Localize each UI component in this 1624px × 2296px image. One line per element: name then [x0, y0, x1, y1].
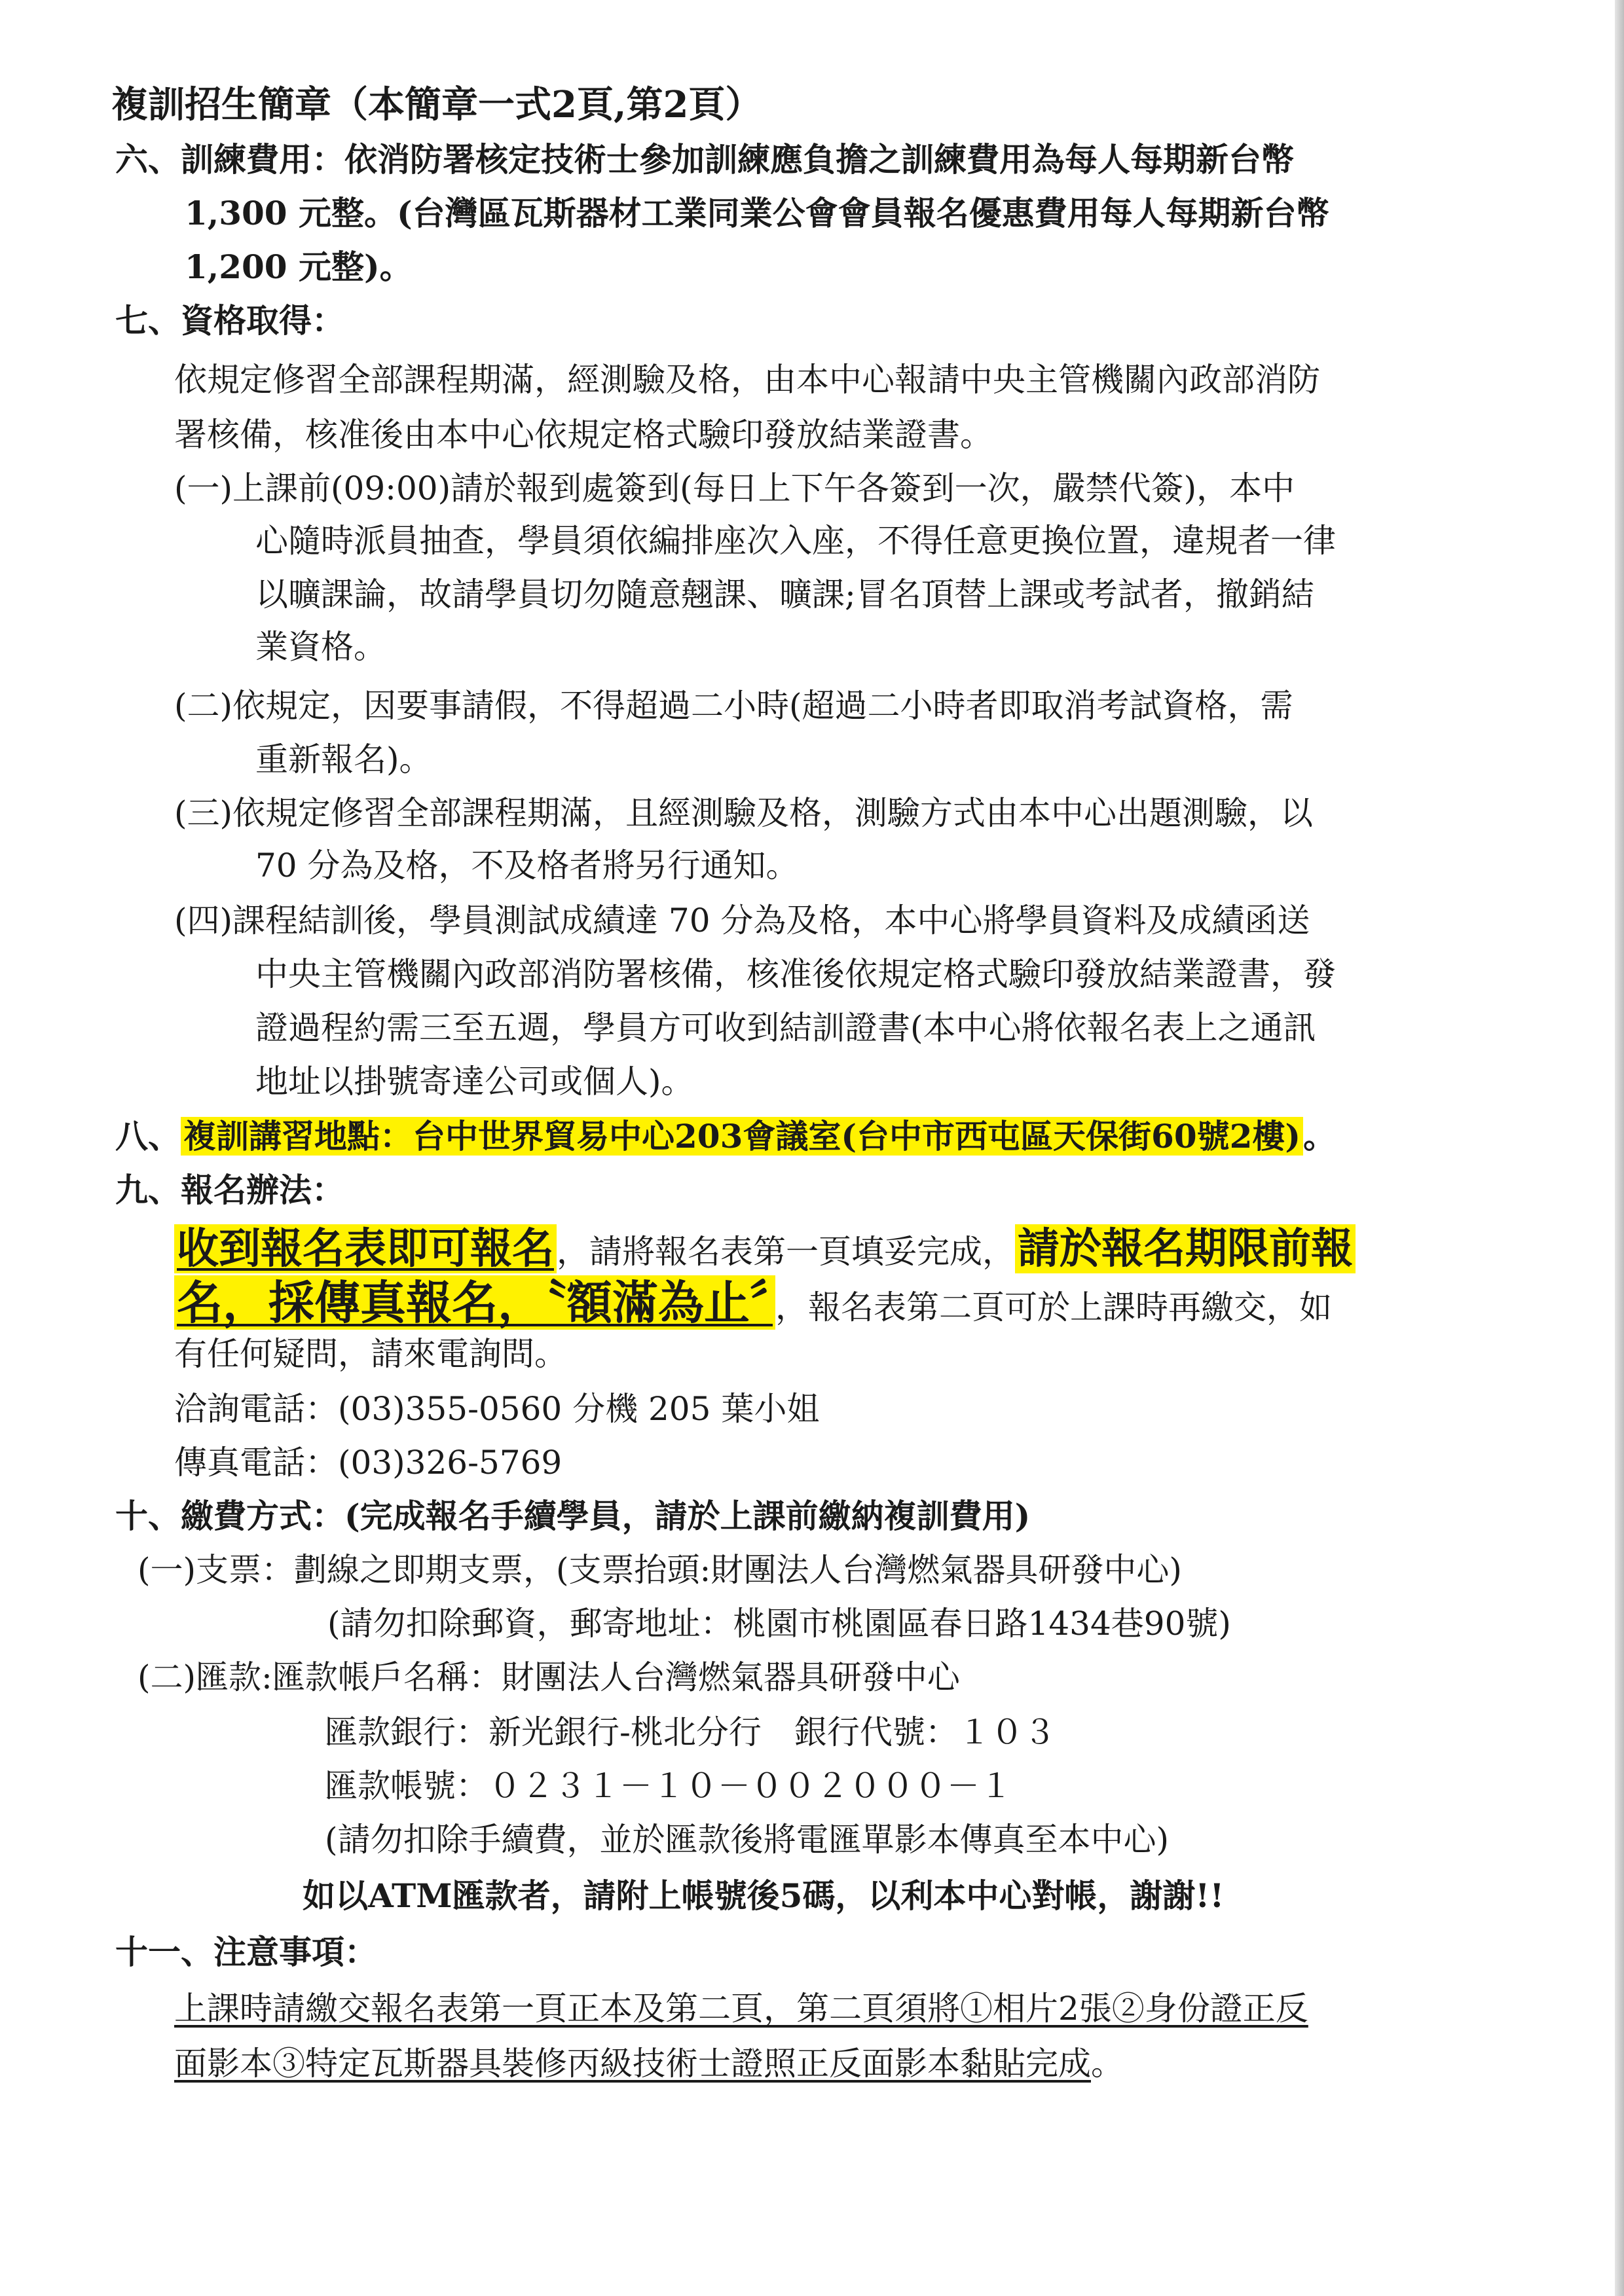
registration-highlight-1: 收到報名表即可報名: [174, 1224, 557, 1273]
sec8-prefix: 八、: [115, 1117, 181, 1156]
sec7-item4-line3: 證過程約需三至五週，學員方可收到結訓證書(本中心將依報名表上之通訊: [255, 1009, 1316, 1047]
document-title: 複訓招生簡章（本簡章一式2頁,第2頁）: [111, 83, 762, 126]
notice-line2: [174, 2043, 1124, 2085]
remittance-account-name: (二)匯款:匯款帳戶名稱：財團法人台灣燃氣器具研發中心: [138, 1658, 960, 1696]
remittance-bank: 匯款銀行：新光銀行-桃北分行 銀行代號：１０３: [325, 1713, 1056, 1751]
registration-highlight-3: 名，採傳真報名，〝額滿為止〞: [174, 1275, 775, 1330]
sec9-line1-mid: ，請將報名表第一頁填妥完成，: [557, 1233, 1015, 1271]
sec7-item1-line1: (一)上課前(09:00)請於報到處簽到(每日上下午各簽到一次，嚴禁代簽)，本中: [174, 469, 1295, 507]
sec7-item1-line4: 業資格。: [255, 628, 386, 666]
sec8-suffix: 。: [1303, 1117, 1337, 1156]
sec6-line2: 1,300 元整。(台灣區瓦斯器材工業同業公會會員報名優惠費用每人每期新台幣: [185, 194, 1329, 232]
notice-line2-text: 面影本③特定瓦斯器具裝修丙級技術士證照正反面影本黏貼完成: [174, 2045, 1091, 2083]
sec7-item3-line1: (三)依規定修習全部課程期滿，且經測驗及格，測驗方式由本中心出題測驗，以: [174, 794, 1314, 832]
training-location-highlight: 複訓講習地點：台中世界貿易中心203會議室(台中市西屯區天保街60號2樓): [181, 1117, 1303, 1156]
sec7-heading: 七、資格取得：: [115, 301, 344, 340]
sec7-item4-line1: (四)課程結訓後，學員測試成績達 70 分為及格，本中心將學員資料及成績函送: [174, 902, 1310, 939]
sec9-line2-rest: ，報名表第二頁可於上課時再繳交，如: [775, 1288, 1332, 1326]
fax-number: 傳真電話：(03)326-5769: [174, 1444, 563, 1482]
inquiry-phone: 洽詢電話：(03)355-0560 分機 205 葉小姐: [174, 1390, 820, 1428]
remittance-note: (請勿扣除手續費，並於匯款後將電匯單影本傳真至本中心): [325, 1821, 1170, 1859]
sec7-item4-line4: 地址以掛號寄達公司或個人)。: [255, 1063, 694, 1101]
atm-note: 如以ATM匯款者，請附上帳號後5碼，以利本中心對帳，謝謝!!: [303, 1876, 1225, 1915]
scan-edge: [1615, 0, 1624, 2296]
cheque-line: (一)支票：劃線之即期支票，(支票抬頭:財團法人台灣燃氣器具研發中心): [138, 1551, 1182, 1589]
sec7-item2-line2: 重新報名)。: [255, 740, 432, 778]
sec11-heading: 十一、注意事項：: [115, 1933, 377, 1971]
notice-line2-end: 。: [1091, 2045, 1124, 2083]
sec7-item1-line2: 心隨時派員抽查，學員須依編排座次入座，不得任意更換位置，違規者一律: [255, 522, 1336, 560]
sec10-heading: 十、繳費方式：(完成報名手續學員，請於上課前繳納複訓費用): [115, 1497, 1031, 1535]
cheque-note: (請勿扣除郵資，郵寄地址：桃園市桃園區春日路1434巷90號): [327, 1605, 1231, 1643]
sec7-para-line2: 署核備，核准後由本中心依規定格式驗印發放結業證書。: [174, 416, 993, 454]
sec7-item4-line2: 中央主管機關內政部消防署核備，核准後依規定格式驗印發放結業證書，發: [255, 955, 1336, 993]
sec8-line: [115, 1116, 1336, 1157]
sec6-line1: 六、訓練費用：依消防署核定技術士參加訓練應負擔之訓練費用為每人每期新台幣: [115, 140, 1294, 179]
sec9-line3: 有任何疑問，請來電詢問。: [174, 1335, 567, 1373]
notice-line1: 上課時請繳交報名表第一頁正本及第二頁，第二頁須將①相片2張②身份證正反: [174, 1990, 1308, 2028]
sec7-para-line1: 依規定修習全部課程期滿，經測驗及格，由本中心報請中央主管機關內政部消防: [174, 361, 1320, 399]
remittance-account-number: 匯款帳號：０２３１－１０－００２０００－１: [325, 1767, 1012, 1805]
sec9-line1: [174, 1224, 1356, 1277]
sec6-line3: 1,200 元整)。: [185, 247, 413, 286]
registration-highlight-2: 請於報名期限前報: [1015, 1224, 1356, 1273]
sec7-item3-line2: 70 分為及格，不及格者將另行通知。: [255, 847, 799, 884]
sec7-item2-line1: (二)依規定，因要事請假，不得超過二小時(超過二小時者即取消考試資格，需: [174, 687, 1293, 725]
sec9-heading: 九、報名辦法：: [115, 1171, 344, 1209]
sec7-item1-line3: 以曠課論，故請學員切勿隨意翹課、曠課;冒名頂替上課或考試者，撤銷結: [255, 575, 1314, 613]
sec9-line2: [174, 1277, 1332, 1334]
